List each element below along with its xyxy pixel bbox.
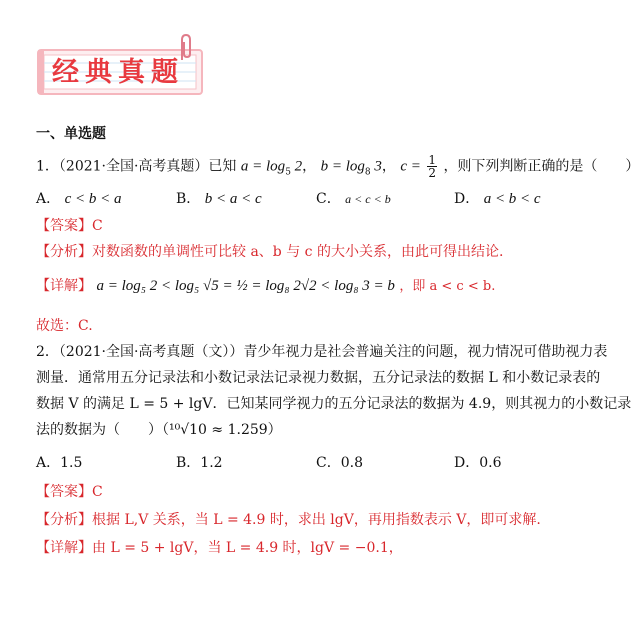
q1-c-den: 2 — [428, 166, 436, 180]
q1-a-base: 5 — [285, 167, 291, 178]
q2-analysis: 【分析】根据 L,V 关系，当 L = 4.9 时，求出 lgV，再用指数表示 V，即可求解. — [36, 512, 541, 528]
q2-stem-line-3: 数据 V 的满足 L = 5 + lgV．已知某同学视力的五分记录法的数据为 4.9，则其视力的小数记录 — [36, 396, 632, 412]
q1-detail: 【详解】 a = log₅ 2 < log₅ √5 = ½ = log₈ 2√2 < log₈ 3 = b ，即 a < c < b. — [36, 278, 496, 294]
q2-option-d: D．0.6 — [454, 455, 502, 471]
q1-a-def: a = log — [240, 158, 286, 175]
q2-option-a: A．1.5 — [36, 455, 83, 471]
q1-c-fraction — [427, 154, 437, 179]
q1-c-num: 1 — [428, 153, 436, 167]
q1-c-def: c = — [400, 158, 421, 175]
q2-stem-line-1: 2．（2021·全国·高考真题（文））青少年视力是社会普遍关注的问题，视力情况可借助视力表 — [36, 344, 608, 360]
q2-answer: 【答案】C — [36, 484, 103, 500]
q2-stem-line-4: 法的数据为（ ）（¹⁰√10 ≈ 1.259） — [36, 422, 282, 438]
q1-option-a: A． c < b < a — [36, 191, 122, 207]
q2-detail: 【详解】由 L = 5 + lgV，当 L = 4.9 时，lgV = −0.1， — [36, 540, 403, 556]
q1-conclusion: 故选：C. — [36, 318, 93, 334]
q1-stem-prefix: 1．（2021·全国·高考真题）已知 — [36, 158, 237, 175]
q1-option-d: D． a < b < c — [454, 191, 541, 207]
q1-detail-suffix: ，即 a < c < b. — [399, 279, 496, 294]
q2-option-c: C．0.8 — [316, 455, 363, 471]
q1-a-arg: 2 — [290, 158, 303, 175]
banner-title: 经典真题 — [52, 57, 184, 88]
q1-option-b: B． b < a < c — [176, 191, 262, 207]
q1-b-arg: 3 — [370, 158, 382, 175]
q1-analysis: 【分析】对数函数的单调性可比较 a、b 与 c 的大小关系，由此可得出结论. — [36, 244, 504, 260]
q1-stem-suffix: ，则下列判断正确的是（ ） — [443, 158, 640, 175]
paper-clip-icon — [174, 32, 198, 62]
q2-stem-line-2: 测量．通常用五分记录法和小数记录法记录视力数据，五分记录法的数据 L 和小数记录表的 — [36, 370, 601, 386]
q1-detail-formula: a = log₅ 2 < log₅ √5 = ½ = log₈ 2√2 < log₈ 3 = b — [96, 278, 395, 294]
section-heading: 一、单选题 — [36, 126, 106, 142]
q1-option-c: C． a < c < b — [316, 191, 391, 207]
q1-b-base: 8 — [364, 167, 371, 178]
q2-option-b: B．1.2 — [176, 455, 223, 471]
q1-b-def: b = log — [320, 158, 365, 175]
q1-stem: 1．（2021·全国·高考真题）已知 $a = \log_5 2$， $b = \log_8 3$， c = $\frac{1}{2}$ ，则下列判断正确的是（ ） — [36, 153, 640, 180]
q1-answer: 【答案】C — [36, 218, 103, 234]
